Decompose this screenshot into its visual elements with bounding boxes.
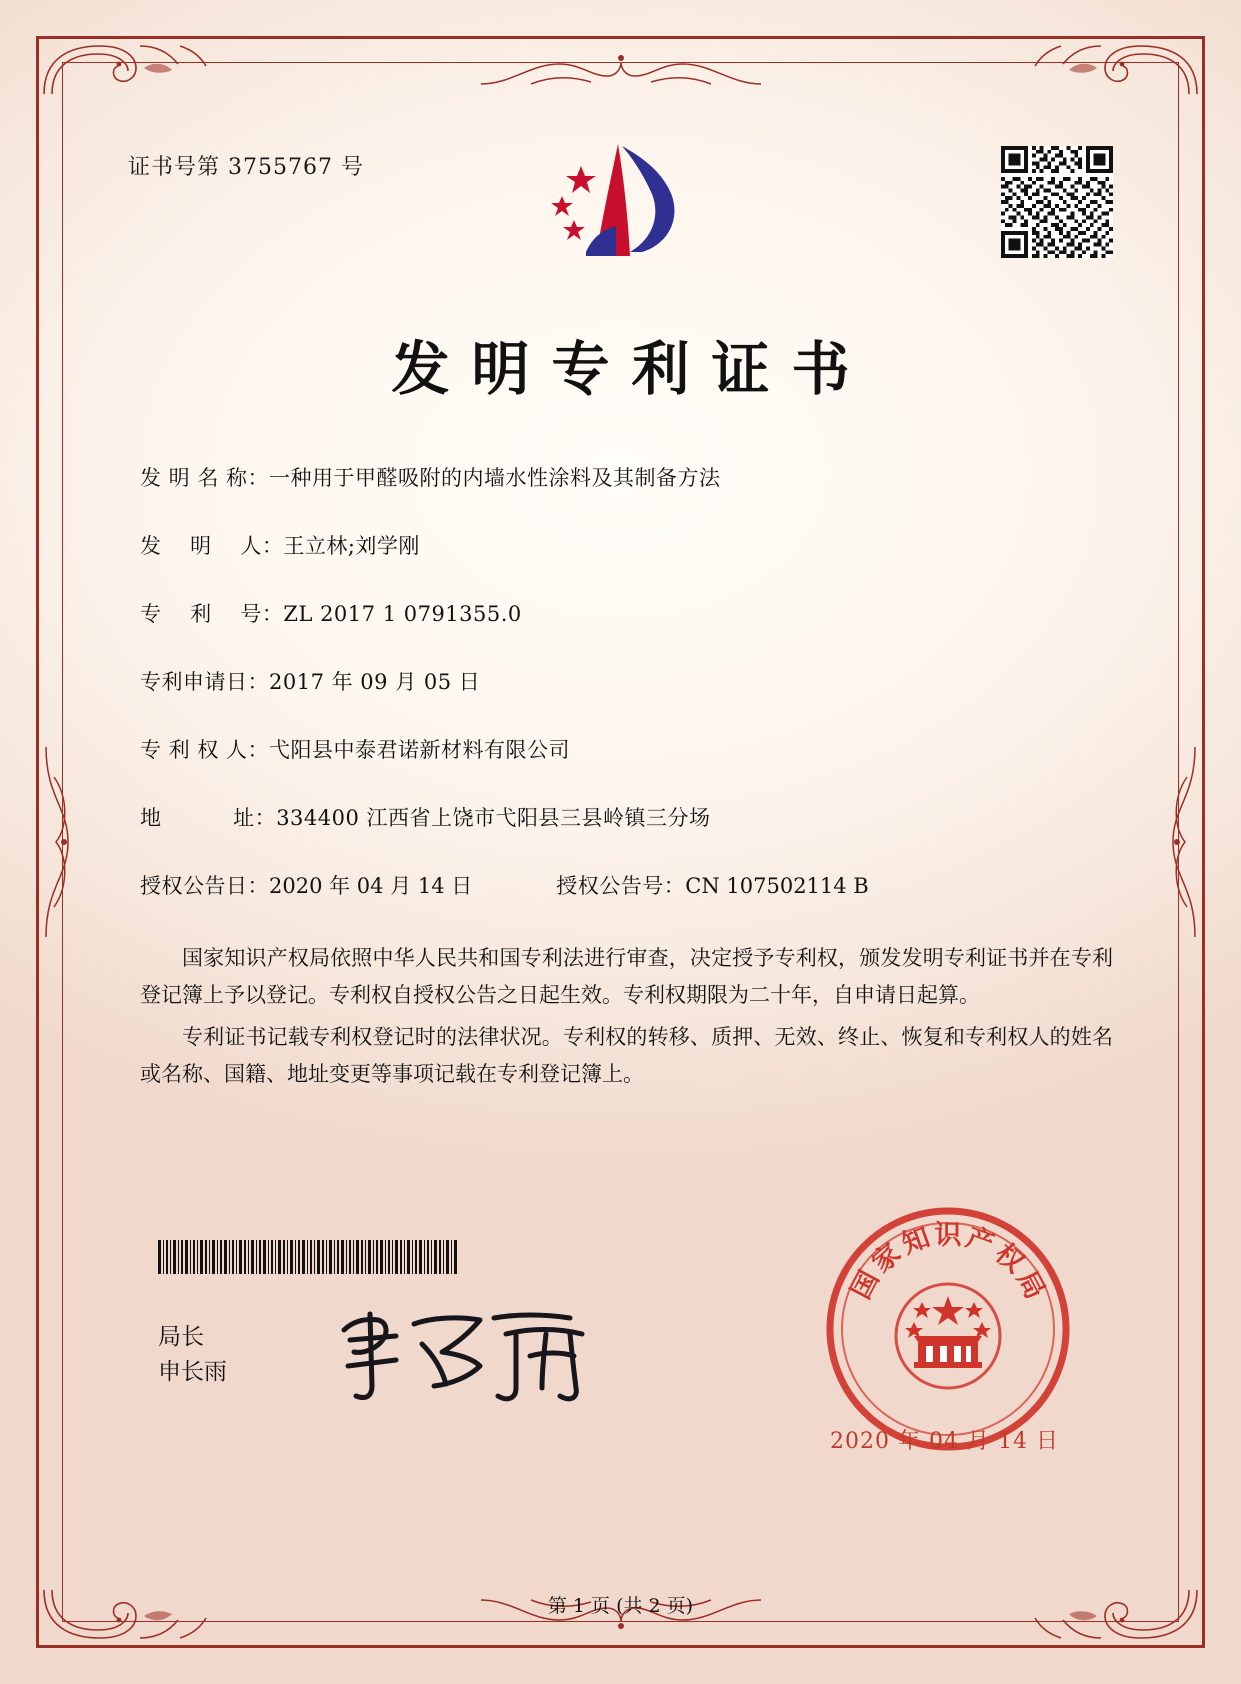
field-inventor (140, 530, 1121, 560)
handwritten-signature-icon (330, 1300, 620, 1410)
svg-text:识: 识 (934, 1220, 962, 1251)
field-application-date (140, 666, 1121, 696)
national-emblem-seal-icon (823, 1204, 1073, 1454)
field-value: ZL 2017 1 0791355.0 (283, 602, 522, 626)
certificate-fields (140, 462, 1121, 938)
signature-block (158, 1320, 227, 1389)
paragraph-2: 专利证书记载专利权登记时的法律状况。专利权的转移、质押、无效、终止、恢复和专利权人的姓名或名称、国籍、地址变更等事项记载在专利登记簿上。 (140, 1024, 1113, 1087)
field-label: 专利申请日： (140, 670, 269, 694)
svg-text:知: 知 (898, 1221, 935, 1261)
svg-text:国: 国 (845, 1265, 886, 1305)
field-patent-number (140, 598, 1121, 628)
page-title: 发明专利证书 (391, 335, 872, 403)
cnipa-logo-icon (526, 140, 716, 280)
paragraph-1: 国家知识产权局依照中华人民共和国专利法进行审查，决定授予专利权，颁发发明专利证书并在专利登记簿上予以登记。专利权自授权公告之日起生效。专利权期限为二十年，自申请日起算。 (140, 946, 1113, 1008)
top-ornament-icon (471, 38, 771, 94)
field-label: 专 利 号： (140, 602, 284, 626)
field-label: 地 址： (140, 806, 277, 830)
field-invention-name (140, 462, 1121, 492)
barcode-icon (158, 1240, 458, 1274)
side-ornament-icon (1143, 737, 1203, 947)
director-role-label: 局长 (158, 1324, 204, 1350)
grant-date-label: 授权公告日： (140, 874, 269, 898)
grant-date-value: 2020 年 04 月 14 日 (269, 874, 473, 898)
corner-ornament-icon (40, 38, 210, 98)
field-patentee (140, 734, 1121, 764)
grant-number-value: CN 107502114 B (685, 874, 869, 898)
field-label: 专 利 权 人： (140, 738, 270, 762)
field-value: 2017 年 09 月 05 日 (269, 670, 481, 694)
grant-number-label: 授权公告号： (556, 874, 686, 898)
field-value: 一种用于甲醛吸附的内墙水性涂料及其制备方法 (269, 466, 721, 490)
legal-text (140, 940, 1113, 1098)
svg-text:局: 局 (1010, 1265, 1051, 1305)
field-value: 王立林;刘学刚 (283, 534, 420, 558)
field-label: 发 明 名 称： (140, 466, 270, 490)
field-value: 334400 江西省上饶市弋阳县三县岭镇三分场 (276, 806, 711, 830)
field-grant-row (140, 870, 1121, 900)
side-ornament-icon (38, 737, 98, 947)
qr-code-icon (1001, 146, 1113, 258)
svg-text:产: 产 (961, 1221, 998, 1261)
seal-date: 2020 年 04 月 14 日 (830, 1429, 1059, 1454)
certificate-number: 证书号第 3755767 号 (128, 155, 364, 180)
field-address (140, 802, 1121, 832)
svg-text:家: 家 (866, 1237, 908, 1279)
field-label: 发 明 人： (140, 534, 284, 558)
corner-ornament-icon (1031, 38, 1201, 98)
page-footer: 第 1 页 (共 2 页) (547, 1595, 694, 1617)
director-name: 申长雨 (158, 1358, 227, 1385)
svg-text:权: 权 (988, 1237, 1030, 1279)
field-value: 弋阳县中泰君诺新材料有限公司 (269, 738, 571, 762)
